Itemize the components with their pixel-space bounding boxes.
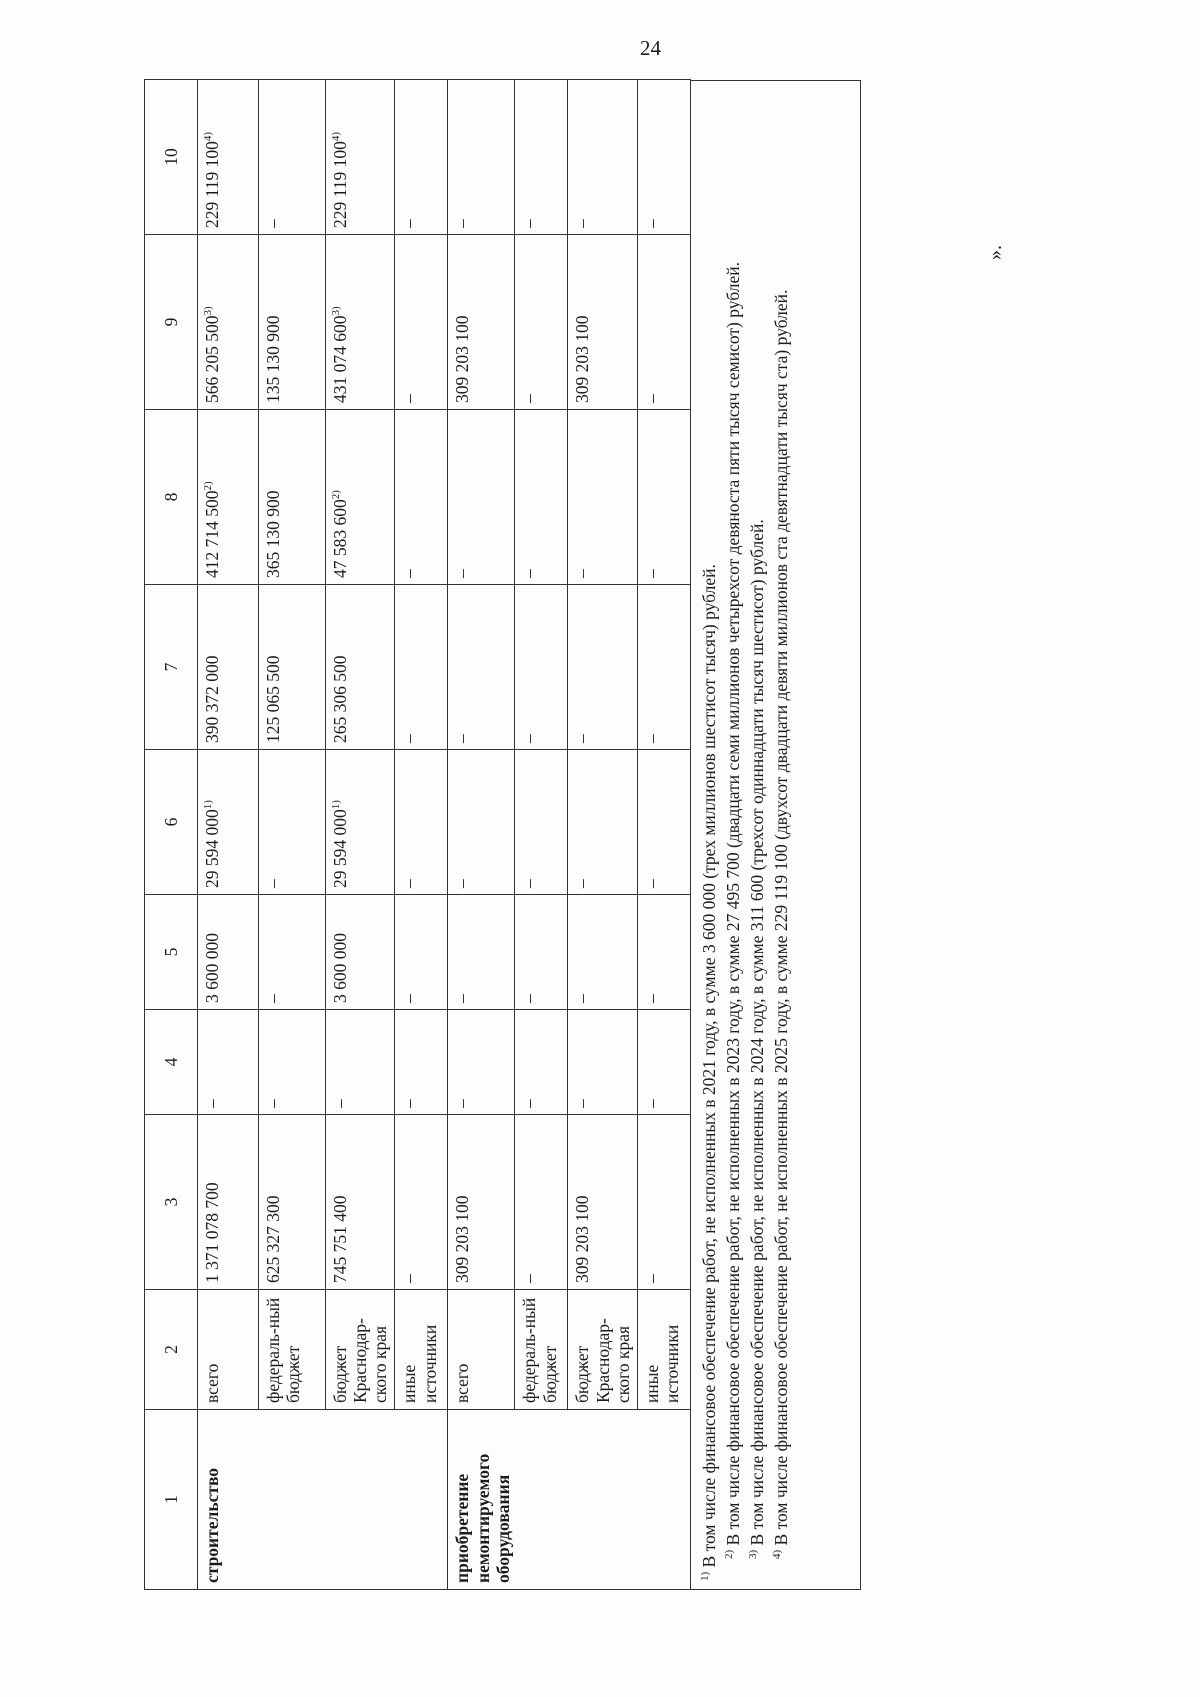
cell-value: 229 119 100: [330, 141, 350, 228]
cell-value: 29 594 000: [202, 809, 222, 888]
table-cell-col-4: [568, 1010, 637, 1115]
footnote-mark: 3): [747, 1549, 760, 1559]
cell-value: 1 371 078 700: [202, 1182, 222, 1283]
cell-value: –: [641, 1274, 662, 1283]
table-cell-col-9: [515, 235, 568, 410]
cell-value: –: [572, 569, 593, 578]
table-cell-col-5: [515, 895, 568, 1010]
footnote-3: [745, 89, 769, 1581]
cell-value: –: [641, 219, 662, 228]
table-cell-col-5: [198, 895, 259, 1010]
cell-value: –: [519, 734, 540, 743]
table-cell-col-10: [515, 80, 568, 235]
cell-value: –: [452, 994, 473, 1003]
table-cell-col-10: [448, 80, 515, 235]
cell-value: –: [519, 1099, 540, 1108]
column-header-2: 2: [145, 1290, 198, 1410]
table-cell-col-3: [515, 1115, 568, 1290]
cell-value: 265 306 500: [330, 655, 350, 743]
table-cell-col-6: [515, 750, 568, 895]
cell-value: –: [399, 994, 420, 1003]
cell-value: –: [399, 1099, 420, 1108]
table-cell-col-6: [326, 750, 395, 895]
cell-value: всего: [452, 1363, 473, 1403]
table-cell-col-4: [198, 1010, 259, 1115]
cell-value: –: [263, 1099, 283, 1108]
cell-value: 390 372 000: [202, 655, 222, 743]
cell-value: 3 600 000: [202, 933, 222, 1003]
cell-value: 309 203 100: [452, 315, 473, 403]
cell-value: –: [452, 569, 473, 578]
cell-value: 229 119 100: [202, 141, 222, 228]
table-cell-col-3: [326, 1115, 395, 1290]
cell-value: федераль-ный бюджет: [263, 1297, 304, 1403]
table-cell-col-8: [395, 410, 448, 585]
cell-value: 135 130 900: [263, 315, 283, 403]
rotated-content: [144, 80, 1006, 1590]
table-cell-col-9: [395, 235, 448, 410]
table-cell-col-3: [259, 1115, 326, 1290]
page-number: 24: [640, 36, 661, 60]
table-cell-col-10: [259, 80, 326, 235]
footnote-mark: 4): [330, 131, 343, 142]
table-cell-col-4: [637, 1010, 690, 1115]
table-row: [326, 80, 395, 1590]
footnote-2: [721, 89, 745, 1581]
table-cell-col-8: [568, 410, 637, 585]
table-row: [637, 80, 690, 1590]
table-cell-col-10: [568, 80, 637, 235]
table-cell-col-7: [395, 585, 448, 750]
table-cell-col-2: [259, 1290, 326, 1410]
cell-value: –: [452, 734, 473, 743]
table-cell-col-6: [198, 750, 259, 895]
table-cell-col-7: [198, 585, 259, 750]
footnote-text: В том числе финансовое обеспечение работ, не исполненных в 2023 году, в сумме 27 495 700 (двадцати семи миллионов четырехсот девяноста пяти тысяч семисот) рублей.: [722, 262, 743, 1550]
cell-value: приобретение немонтируемого оборудования: [452, 1453, 513, 1583]
table-cell-col-8: [448, 410, 515, 585]
table-cell-col-3: [395, 1115, 448, 1290]
cell-value: –: [641, 994, 662, 1003]
cell-value: –: [641, 1099, 662, 1108]
cell-value: –: [452, 1099, 473, 1108]
cell-value: –: [202, 1099, 222, 1108]
footnote-mark: 1): [698, 1571, 711, 1581]
column-header-3: 3: [145, 1115, 198, 1290]
table-cell-col-4: [326, 1010, 395, 1115]
table-cell-col-10: [326, 80, 395, 235]
table-cell-col-10: [637, 80, 690, 235]
table-cell-col-2: [198, 1290, 259, 1410]
footnote-4: [769, 89, 793, 1581]
cell-value: –: [572, 879, 593, 888]
cell-value: 365 130 900: [263, 490, 283, 578]
table-cell-col-3: [568, 1115, 637, 1290]
cell-value: –: [263, 219, 283, 228]
table-row: [515, 80, 568, 1590]
table-cell-col-2: [326, 1290, 395, 1410]
table-cell-col-5: [326, 895, 395, 1010]
cell-value: –: [572, 219, 593, 228]
table-cell-col-6: [259, 750, 326, 895]
cell-value: 745 751 400: [330, 1195, 350, 1283]
table-cell-col-5: [637, 895, 690, 1010]
table-cell-col-3: [637, 1115, 690, 1290]
cell-value: иные источники: [641, 1324, 682, 1403]
cell-value: –: [641, 394, 662, 403]
cell-value: 309 203 100: [452, 1195, 473, 1283]
table-cell-col-8: [326, 410, 395, 585]
table-cell-col-7: [568, 585, 637, 750]
footnote-mark: 4): [771, 1549, 784, 1559]
cell-value: –: [572, 1099, 593, 1108]
table-cell-col-10: [395, 80, 448, 235]
cell-value: –: [399, 219, 420, 228]
footnote-text: В том числе финансовое обеспечение работ, не исполненных в 2021 году, в сумме 3 600 000 (трех миллионов шестисот тысяч) рублей.: [698, 564, 719, 1572]
cell-value: 309 203 100: [572, 1195, 593, 1283]
table-cell-col-2: [637, 1290, 690, 1410]
cell-value: бюджет Краснодар-ского края: [572, 1318, 633, 1403]
cell-value: 309 203 100: [572, 315, 593, 403]
table-cell-col-7: [637, 585, 690, 750]
table-cell-col-9: [568, 235, 637, 410]
table-cell-col-5: [259, 895, 326, 1010]
budget-table: [144, 79, 691, 1590]
table-cell-col-4: [395, 1010, 448, 1115]
cell-value: 3 600 000: [330, 933, 350, 1003]
cell-value: –: [641, 569, 662, 578]
cell-value: –: [519, 994, 540, 1003]
cell-value: 431 074 600: [330, 315, 350, 403]
cell-value: иные источники: [399, 1324, 440, 1403]
table-cell-col-8: [198, 410, 259, 585]
table-cell-col-7: [515, 585, 568, 750]
table-cell-col-7: [448, 585, 515, 750]
cell-value: –: [572, 734, 593, 743]
table-cell-col-9: [637, 235, 690, 410]
table-row: [448, 80, 515, 1590]
cell-value: –: [519, 219, 540, 228]
table-cell-col-2: [515, 1290, 568, 1410]
footnote-mark: 2): [723, 1549, 736, 1559]
cell-value: –: [572, 994, 593, 1003]
footnote-mark: 3): [202, 306, 215, 316]
column-header-1: 1: [145, 1410, 198, 1590]
table-cell-col-2: [448, 1290, 515, 1410]
table-cell-col-4: [515, 1010, 568, 1115]
table-cell-col-3: [198, 1115, 259, 1290]
table-cell-col-4: [448, 1010, 515, 1115]
table-cell-col-5: [395, 895, 448, 1010]
cell-value: –: [519, 1274, 540, 1283]
table-cell-col-6: [568, 750, 637, 895]
table-cell-col-1: [448, 1410, 690, 1590]
column-header-6: 6: [145, 750, 198, 895]
closing-quote: ».: [984, 245, 1006, 260]
footnote-mark: 3): [330, 306, 343, 316]
table-cell-col-6: [395, 750, 448, 895]
column-header-5: 5: [145, 895, 198, 1010]
table-cell-col-9: [198, 235, 259, 410]
table-cell-col-3: [448, 1115, 515, 1290]
cell-value: –: [641, 879, 662, 888]
cell-value: –: [452, 219, 473, 228]
table-cell-col-8: [515, 410, 568, 585]
cell-value: 566 205 500: [202, 315, 222, 403]
table-cell-col-8: [637, 410, 690, 585]
cell-value: –: [519, 569, 540, 578]
table-cell-col-6: [637, 750, 690, 895]
column-header-10: 10: [145, 80, 198, 235]
cell-value: строительство: [202, 1467, 222, 1583]
header-row: [145, 80, 198, 1590]
column-header-8: 8: [145, 410, 198, 585]
table-cell-col-9: [448, 235, 515, 410]
cell-value: –: [399, 879, 420, 888]
footnotes: [691, 80, 861, 1590]
table-row: [568, 80, 637, 1590]
table-cell-col-5: [448, 895, 515, 1010]
column-header-7: 7: [145, 585, 198, 750]
cell-value: 125 065 500: [263, 655, 283, 743]
table-cell-col-1: [198, 1410, 448, 1590]
cell-value: 47 583 600: [330, 499, 350, 578]
table-cell-col-4: [259, 1010, 326, 1115]
table-cell-col-7: [326, 585, 395, 750]
footnote-text: В том числе финансовое обеспечение работ, не исполненных в 2025 году, в сумме 229 119 100 (двухсот двадцати девяти миллионов ста девятнадцати тысяч ста) рублей.: [771, 289, 792, 1550]
cell-value: –: [330, 1099, 350, 1108]
cell-value: 625 327 300: [263, 1195, 283, 1283]
cell-value: –: [452, 879, 473, 888]
table-cell-col-9: [259, 235, 326, 410]
table-cell-col-5: [568, 895, 637, 1010]
cell-value: 412 714 500: [202, 490, 222, 578]
column-header-9: 9: [145, 235, 198, 410]
cell-value: –: [519, 394, 540, 403]
cell-value: –: [263, 879, 283, 888]
cell-value: –: [399, 734, 420, 743]
footnote-mark: 2): [330, 490, 343, 500]
table-cell-col-2: [395, 1290, 448, 1410]
table-cell-col-9: [326, 235, 395, 410]
table-cell-col-7: [259, 585, 326, 750]
table-row: [198, 80, 259, 1590]
table-cell-col-10: [198, 80, 259, 235]
table-cell-col-8: [259, 410, 326, 585]
cell-value: федераль-ный бюджет: [519, 1297, 560, 1403]
footnote-mark: 1): [330, 800, 343, 810]
cell-value: –: [519, 879, 540, 888]
table-cell-col-6: [448, 750, 515, 895]
footnote-mark: 2): [202, 481, 215, 491]
table-row: [395, 80, 448, 1590]
cell-value: –: [399, 569, 420, 578]
cell-value: 29 594 000: [330, 809, 350, 888]
footnote-mark: 4): [202, 131, 215, 142]
column-header-4: 4: [145, 1010, 198, 1115]
cell-value: –: [641, 734, 662, 743]
table-cell-col-2: [568, 1290, 637, 1410]
cell-value: бюджет Краснодар-ского края: [330, 1318, 391, 1403]
footnote-text: В том числе финансовое обеспечение работ, не исполненных в 2024 году, в сумме 311 600 (трехсот одиннадцати тысяч шестисот) рублей.: [747, 519, 768, 1550]
cell-value: всего: [202, 1363, 222, 1403]
footnote-mark: 1): [202, 800, 215, 810]
cell-value: –: [399, 394, 420, 403]
table-row: [259, 80, 326, 1590]
cell-value: –: [399, 1274, 420, 1283]
footnote-1: [697, 89, 721, 1581]
cell-value: –: [263, 994, 283, 1003]
